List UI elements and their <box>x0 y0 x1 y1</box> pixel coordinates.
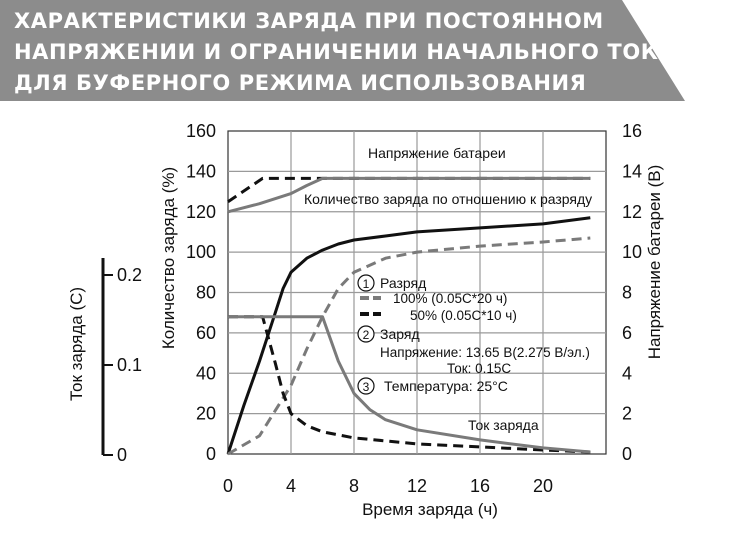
legend-discharge: Разряд <box>380 275 427 291</box>
y-axis-label-right: Напряжение батареи (В) <box>645 164 664 360</box>
current-tick-label-0: 0 <box>117 445 128 465</box>
x-tick-20: 20 <box>532 476 554 496</box>
x-tick-16: 16 <box>469 476 491 496</box>
y-tick-right-0: 0 <box>622 444 633 464</box>
y-tick-right-4: 4 <box>622 363 633 384</box>
y-tick-left-140: 140 <box>185 161 216 182</box>
legend-num-1: 1 <box>362 277 370 291</box>
y-axis-label-current: Ток заряда (С) <box>67 286 86 402</box>
y-tick-left-120: 120 <box>185 201 216 222</box>
y-tick-right-16: 16 <box>622 121 643 141</box>
y-tick-left-80: 80 <box>195 282 216 303</box>
legend-100: 100% (0.05C*20 ч) <box>393 291 508 306</box>
current-tick-label-0.2: 0.2 <box>117 265 143 285</box>
title-line-3: ДЛЯ БУФЕРНОГО РЕЖИМА ИСПОЛЬЗОВАНИЯ <box>14 71 587 95</box>
legend-50: 50% (0.05C*10 ч) <box>410 308 517 323</box>
y-tick-left-60: 60 <box>195 322 216 343</box>
y-tick-left-40: 40 <box>195 363 216 384</box>
current-tick-label-0.1: 0.1 <box>117 355 143 375</box>
y-tick-left-160: 160 <box>185 121 216 141</box>
x-tick-0: 0 <box>222 476 234 496</box>
legend-num-3: 3 <box>362 380 370 394</box>
y-tick-right-8: 8 <box>622 282 633 303</box>
legend-charge: Заряд <box>380 326 420 342</box>
y-tick-left-0: 0 <box>205 444 216 464</box>
label-charge-current: Ток заряда <box>468 417 539 433</box>
legend-temperature: Температура: 25°C <box>384 378 508 394</box>
y-tick-right-10: 10 <box>622 242 643 263</box>
y-tick-right-6: 6 <box>622 322 633 343</box>
label-charge-amount: Количество заряда по отношению к разряду <box>304 191 593 207</box>
x-tick-8: 8 <box>348 476 360 496</box>
legend-current: Ток: 0.15C <box>447 361 512 376</box>
y-axis-label-left: Количество заряда (%) <box>159 166 178 350</box>
y-tick-right-12: 12 <box>622 201 643 222</box>
y-tick-right-14: 14 <box>622 161 643 182</box>
title-line-2: НАПРЯЖЕНИИ И ОГРАНИЧЕНИИ НАЧАЛЬНОГО ТОКА <box>14 40 676 64</box>
x-axis-label: Время заряда (ч) <box>362 500 498 519</box>
y-tick-left-20: 20 <box>195 403 216 424</box>
label-battery-voltage: Напряжение батареи <box>368 145 506 161</box>
title-line-1: ХАРАКТЕРИСТИКИ ЗАРЯДА ПРИ ПОСТОЯННОМ <box>14 9 604 33</box>
y-tick-left-100: 100 <box>185 242 216 263</box>
x-tick-4: 4 <box>285 476 297 496</box>
legend-voltage: Напряжение: 13.65 В(2.275 В/эл.) <box>380 345 590 360</box>
y-tick-right-2: 2 <box>622 403 633 424</box>
x-tick-12: 12 <box>406 476 428 496</box>
legend-num-2: 2 <box>362 328 370 342</box>
